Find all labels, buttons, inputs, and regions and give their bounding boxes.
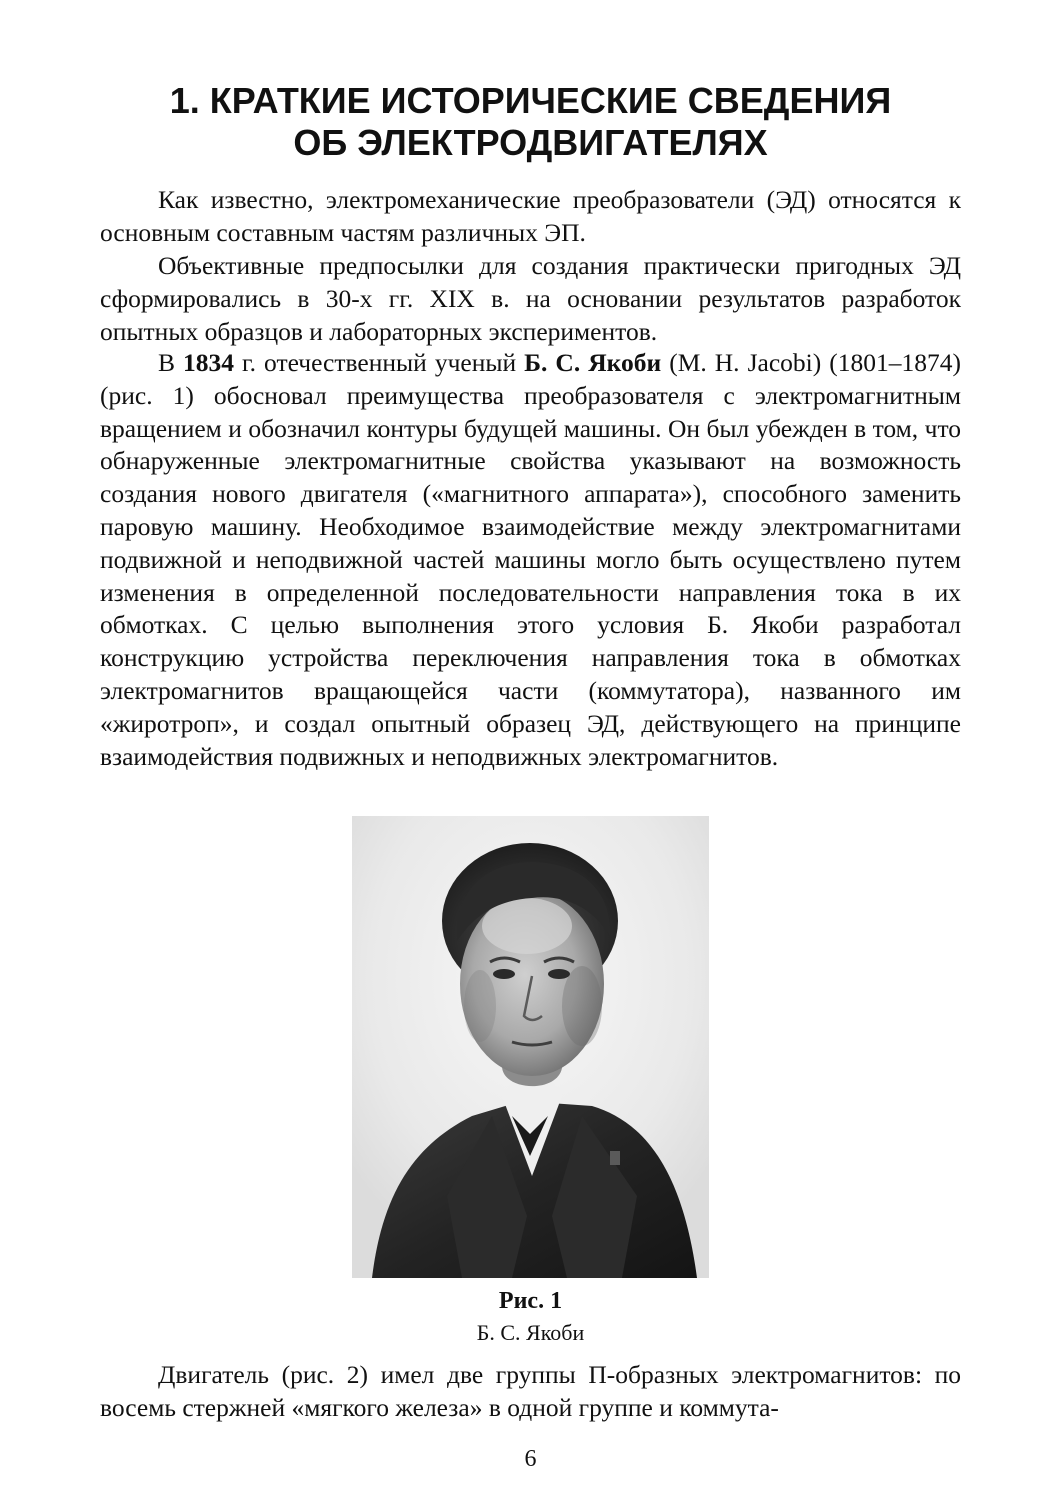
- paragraph-1: [100, 184, 961, 250]
- paragraph-4-text: Двигатель (рис. 2) имел две группы П-образных электромагнитов: по восемь стержней «мягкого железа» в одной группе и коммута-: [100, 1360, 961, 1422]
- figure-caption: Б. С. Якоби: [476, 1320, 585, 1345]
- section-title: [0, 80, 1061, 164]
- paragraph-2: [100, 250, 961, 348]
- paragraph-3-year: 1834: [183, 348, 235, 377]
- paragraph-3-rest: (M. H. Jacobi) (1801–1874) (рис. 1) обосновал преимущества преобразователя с электромагнитным вращением и обозначил контуры будущей машины. Он был убежден в том, что обнаруженные электромагнитные свойства указывают на возможность создания нового двигателя («магнитного аппарата»), способного заменить паровую машину. Необходимое взаимодействие между электромагнитами подвижной и неподвижной частей машины могло быть осуществлено путем изменения в определенной последовательности направления тока в их обмотках. С целью выполнения этого условия Б. Якоби разработал конструкцию устройства переключения направления тока в обмотках электромагнитов вращающейся части (коммутатора), названного им «жиротроп», и создал опытный образец ЭД, действующего на принципе взаимодействия подвижных и неподвижных электромагнитов.: [100, 348, 961, 771]
- figure-number: Рис. 1: [498, 1288, 563, 1314]
- page-number: 6: [524, 1446, 537, 1472]
- paragraph-2-text: Объективные предпосылки для создания практически пригодных ЭД сформировались в 30-х гг. XIX в. на основании результатов разработок опытных образцов и лабораторных экспериментов.: [100, 251, 961, 346]
- portrait-figure: [352, 816, 709, 1278]
- paragraph-1-text: Как известно, электромеханические преобразователи (ЭД) относятся к основным составным частям различных ЭП.: [100, 185, 961, 247]
- paragraph-4: [100, 1359, 961, 1425]
- paragraph-3-name: Б. С. Якоби: [524, 348, 662, 377]
- portrait-engraving: [352, 816, 709, 1278]
- section-title-line-1: 1. КРАТКИЕ ИСТОРИЧЕСКИЕ СВЕДЕНИЯ: [169, 80, 892, 121]
- paragraph-3: [100, 347, 961, 773]
- paragraph-3-mid: г. отечественный ученый: [234, 348, 525, 377]
- section-title-line-2: ОБ ЭЛЕКТРОДВИГАТЕЛЯХ: [293, 122, 768, 163]
- paragraph-3-lead: В: [158, 348, 184, 377]
